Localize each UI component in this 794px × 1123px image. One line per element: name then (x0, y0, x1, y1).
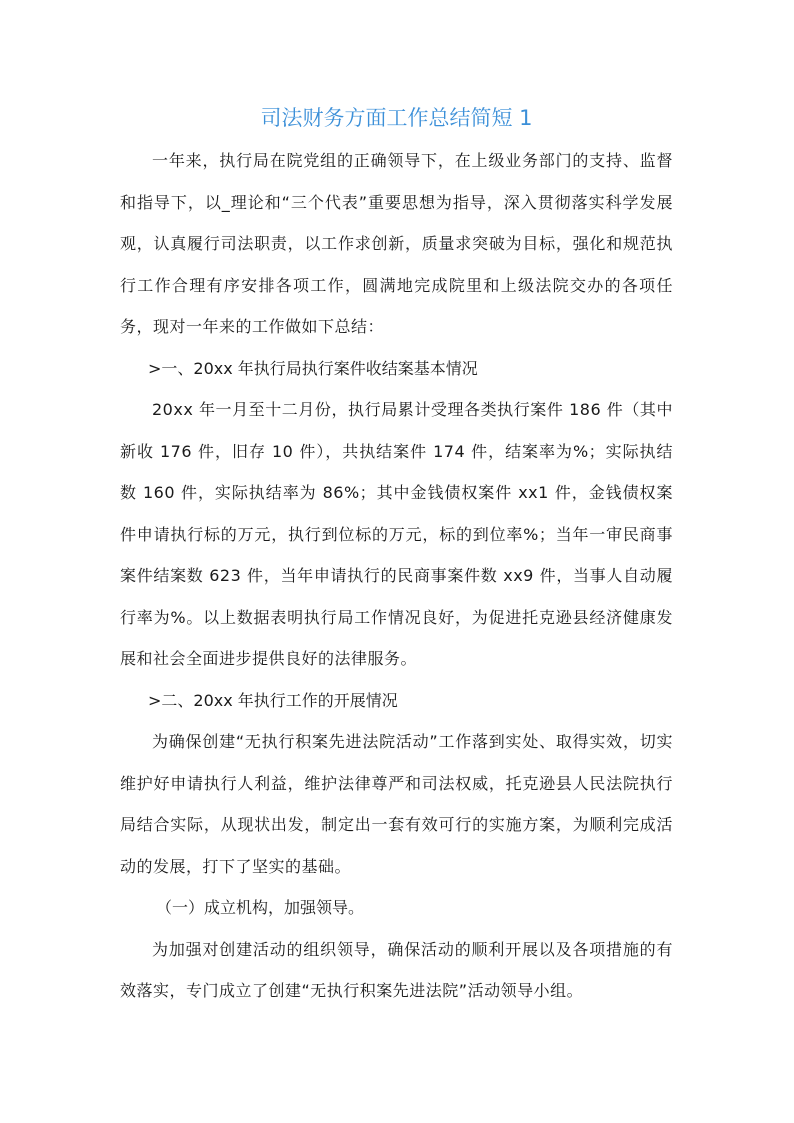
section-2-heading: >二、20xx 年执行工作的开展情况 (148, 690, 398, 710)
subsection-1-paragraph: 为加强对创建活动的组织领导，确保活动的顺利开展以及各项措施的有效落实，专门成立了创建“无执行积案先进法院”活动领导小组。 (120, 939, 673, 1000)
section-2-paragraph: 为确保创建“无执行积案先进法院活动”工作落到实处、取得实效，切实维护好申请执行人利益，维护法律尊严和司法权威，托克逊县人民法院执行局结合实际，从现状出发，制定出一套有效可行的实施方案，为顺利完成活动的发展，打下了坚实的基础。 (120, 732, 673, 876)
document-title: 司法财务方面工作总结简短 1 (260, 106, 533, 130)
document-page (120, 100, 673, 1012)
intro-paragraph: 一年来，执行局在院党组的正确领导下，在上级业务部门的支持、监督和指导下，以_理论和“三个代表”重要思想为指导，深入贯彻落实科学发展观，认真履行司法职责，以工作求创新，质量求突破为目标，强化和规范执行工作合理有序安排各项工作，圆满地完成院里和上级法院交办的各项任务，现对一年来的工作做如下总结： (120, 151, 673, 336)
section-1-paragraph: 20xx 年一月至十二月份，执行局累计受理各类执行案件 186 件（其中新收 176 件，旧存 10 件），共执结案件 174 件，结案率为%；实际执结数 160 件，实际执结率为 86%；其中金钱债权案件 xx1 件，金钱债权案件申请执行标的万元，执行到位标的万元，标的到位率%；当年一审民商事案件结案数 623 件，当年申请执行的民商事案件数 xx9 件，当事人自动履行率为%。以上数据表明执行局工作情况良好，为促进托克逊县经济健康发展和社会全面进步提供良好的法律服务。 (120, 400, 673, 668)
subsection-1-heading: （一）成立机构，加强领导。 (156, 898, 365, 917)
section-1-heading: >一、20xx 年执行局执行案件收结案基本情况 (148, 358, 478, 378)
